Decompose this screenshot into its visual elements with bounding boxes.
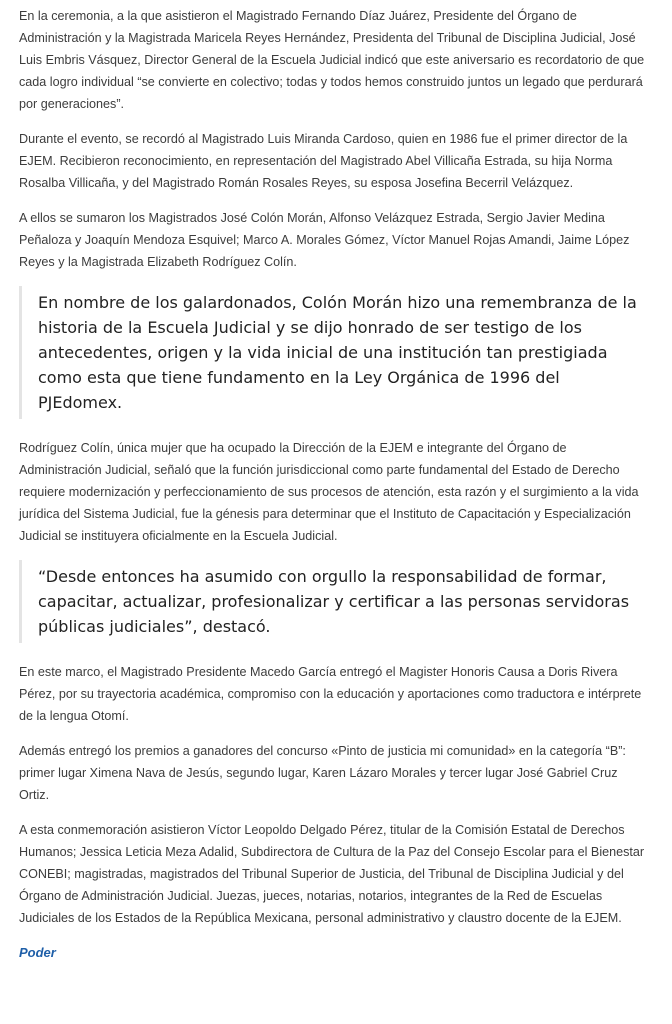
- paragraph-event: Durante el evento, se recordó al Magistrado Luis Miranda Cardoso, quien en 1986 fue el primer director de la EJEM. Recibieron reconocimiento, en representación del Magistrado Abel Villicaña Estrada, su hija Norma Rosalba Villicaña, y del Magistrado Román Rosales Reyes, su esposa Josefina Becerril Velázquez.: [19, 132, 628, 190]
- paragraph-magistrates: A ellos se sumaron los Magistrados José Colón Morán, Alfonso Velázquez Estrada, Sergio Javier Medina Peñaloza y Joaquín Mendoza Esquivel; Marco A. Morales Gómez, Víctor Manuel Rojas Amandi, Jaime López Reyes y la Magistrada Elizabeth Rodríguez Colín.: [19, 211, 630, 269]
- article-body: [19, 5, 647, 962]
- paragraph-awards: Además entregó los premios a ganadores del concurso «Pinto de justicia mi comunidad» en la categoría “B”: primer lugar Ximena Nava de Jesús, segundo lugar, Karen Lázaro Morales y tercer lugar José Gabriel Cruz Ortiz.: [19, 744, 626, 802]
- blockquote-colon-moran: [19, 286, 647, 419]
- quote-text: “Desde entonces ha asumido con orgullo la responsabilidad de formar, capacitar, actualizar, profesionalizar y certificar a las personas servidoras públicas judiciales”, destacó.: [38, 567, 630, 636]
- quote-text: En nombre de los galardonados, Colón Morán hizo una remembranza de la historia de la Escuela Judicial y se dijo honrado de ser testigo de los antecedentes, origen y la vida inicial de una institución tan prestigiada como esta que tiene fundamento en la Ley Orgánica de 1996 del PJEdomex.: [38, 293, 637, 412]
- paragraph-rodriguez-colin: Rodríguez Colín, única mujer que ha ocupado la Dirección de la EJEM e integrante del Órgano de Administración Judicial, señaló que la función jurisdiccional como parte fundamental del Estado de Derecho requiere modernización y perfeccionamiento de sus procesos de atención, esta razón y el surgimiento a la vida jurídica del Sistema Judicial, fue la génesis para determinar que el Instituto de Capacitación y Especialización Judicial se instituyera oficialmente en la Escuela Judicial.: [19, 441, 639, 543]
- paragraph-ceremony: En la ceremonia, a la que asistieron el Magistrado Fernando Díaz Juárez, Presidente del Órgano de Administración y la Magistrada Maricela Reyes Hernández, Presidenta del Tribunal de Disciplina Judicial, José Luis Embris Vásquez, Director General de la Escuela Judicial indicó que este aniversario es recordatorio de que cada logro individual “se convierte en colectivo; todas y todos hemos construido juntos un legado que perdurará por generaciones”.: [19, 9, 645, 111]
- paragraph-honoris-causa: En este marco, el Magistrado Presidente Macedo García entregó el Magister Honoris Causa a Doris Rivera Pérez, por su trayectoria académica, compromiso con la educación y aportaciones como traductora e intérprete de la lengua Otomí.: [19, 665, 642, 723]
- blockquote-desde-entonces: [19, 560, 647, 643]
- category-link-poder[interactable]: Poder: [19, 945, 56, 960]
- paragraph-attendees: A esta conmemoración asistieron Víctor Leopoldo Delgado Pérez, titular de la Comisión Estatal de Derechos Humanos; Jessica Leticia Meza Adalid, Subdirectora de Cultura de la Paz del Consejo Escolar para el Bienestar CONEBI; magistradas, magistrados del Tribunal Superior de Justicia, del Tribunal de Disciplina Judicial y del Órgano de Administración Judicial. Juezas, jueces, notarias, notarios, integrantes de la Red de Escuelas Judiciales de los Estados de la República Mexicana, personal administrativo y claustro docente de la EJEM.: [19, 823, 645, 925]
